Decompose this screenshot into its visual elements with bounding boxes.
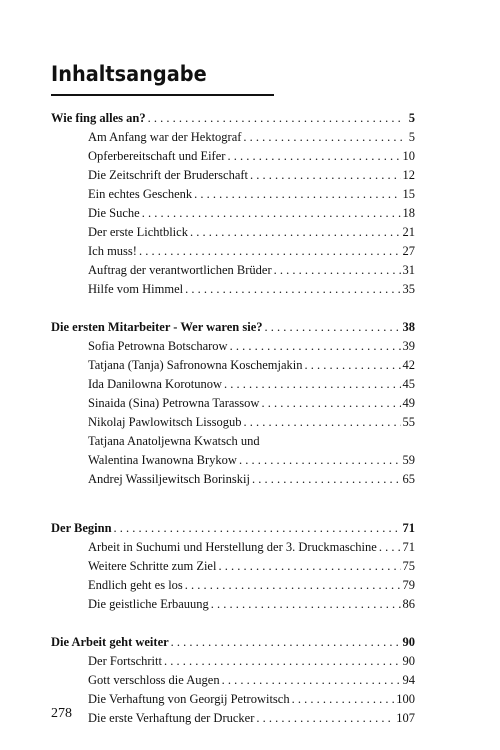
entry-page: 42	[402, 358, 415, 372]
dot-leader	[292, 690, 395, 709]
dot-leader	[379, 538, 401, 557]
entry-title: Andrej Wassiljewitsch Borinskij	[88, 472, 250, 486]
toc-entry	[51, 204, 415, 223]
entry-title: Hilfe vom Himmel	[88, 282, 184, 296]
dot-leader	[243, 413, 400, 432]
dot-leader	[185, 576, 401, 595]
toc-entry	[51, 166, 415, 185]
entry-title: Auftrag der verantwortlichen Brüder	[88, 263, 272, 277]
toc-entry	[51, 394, 415, 413]
dot-leader	[190, 223, 401, 242]
dot-leader	[164, 652, 401, 671]
dot-leader	[148, 109, 403, 128]
dot-leader	[274, 261, 401, 280]
entry-page: 75	[402, 559, 415, 573]
section-title: Der Beginn	[51, 521, 112, 535]
entry-title: Ich muss!	[88, 244, 137, 258]
entry-title: Der erste Lichtblick	[88, 225, 188, 239]
toc-entry	[51, 185, 415, 204]
entry-page: 49	[402, 396, 415, 410]
section-title: Die ersten Mitarbeiter - Wer waren sie?	[51, 320, 263, 334]
section-page: 90	[402, 635, 415, 649]
entry-title: Ida Danilowna Korotunow	[88, 377, 222, 391]
entry-title: Die Zeitschrift der Bruderschaft	[88, 168, 249, 182]
dot-leader	[256, 709, 394, 728]
toc-entry	[51, 356, 415, 375]
toc-entry	[51, 709, 415, 728]
toc-entry	[51, 375, 415, 394]
dot-leader	[194, 185, 400, 204]
entry-title: Sinaida (Sina) Petrowna Tarassow	[88, 396, 260, 410]
toc-section	[51, 109, 415, 128]
heading-underline	[51, 94, 274, 96]
page-heading: Inhaltsangabe	[51, 62, 207, 86]
entry-page: 65	[402, 472, 415, 486]
section-title: Wie fing alles an?	[51, 111, 146, 125]
entry-title: Sofia Petrowna Botscharow	[88, 339, 228, 353]
entry-title: Arbeit in Suchumi und Herstellung der 3. Druckmaschine	[88, 540, 377, 554]
dot-leader	[265, 318, 401, 337]
dot-leader	[250, 166, 400, 185]
toc-entry	[51, 557, 415, 576]
toc-entry	[51, 652, 415, 671]
entry-page: 86	[402, 597, 415, 611]
entry-page: 107	[396, 711, 415, 725]
section-page: 5	[408, 111, 415, 125]
toc-entry	[51, 147, 415, 166]
entry-page: 15	[402, 187, 415, 201]
entry-page: 94	[402, 673, 415, 687]
toc-entry-first-line	[51, 432, 415, 451]
toc-entry	[51, 242, 415, 261]
toc-entry	[51, 538, 415, 557]
entry-title: Nikolaj Pawlowitsch Lissogub	[88, 415, 242, 429]
entry-title-continuation: Walentina Iwanowna Brykow	[88, 453, 237, 467]
entry-page: 79	[402, 578, 415, 592]
page-number: 278	[51, 706, 72, 721]
dot-leader	[218, 557, 400, 576]
section-page: 71	[402, 521, 415, 535]
dot-leader	[252, 470, 401, 489]
entry-title: Weitere Schritte zum Ziel	[88, 559, 217, 573]
dot-leader	[185, 280, 400, 299]
section-spacer	[51, 299, 415, 318]
dot-leader	[139, 242, 401, 261]
entry-page: 21	[402, 225, 415, 239]
dot-leader	[211, 595, 401, 614]
entry-title: Der Fortschritt	[88, 654, 162, 668]
section-spacer	[51, 489, 415, 519]
dot-leader	[224, 375, 401, 394]
dot-leader	[243, 128, 403, 147]
entry-page: 39	[402, 339, 415, 353]
toc-entry	[51, 576, 415, 595]
section-title: Die Arbeit geht weiter	[51, 635, 169, 649]
entry-page: 35	[402, 282, 415, 296]
toc-entry	[51, 261, 415, 280]
entry-title: Gott verschloss die Augen	[88, 673, 220, 687]
toc-section	[51, 318, 415, 337]
dot-leader	[230, 337, 401, 356]
toc-entry	[51, 337, 415, 356]
entry-page: 10	[402, 149, 415, 163]
toc-section	[51, 633, 415, 652]
toc-entry	[51, 223, 415, 242]
dot-leader	[305, 356, 401, 375]
entry-page: 5	[408, 130, 415, 144]
dot-leader	[142, 204, 401, 223]
entry-title: Opferbereitschaft und Eifer	[88, 149, 226, 163]
dot-leader	[261, 394, 400, 413]
toc-entry	[51, 671, 415, 690]
entry-title: Die geistliche Erbauung	[88, 597, 209, 611]
entry-page: 55	[402, 415, 415, 429]
entry-page: 31	[402, 263, 415, 277]
toc-entry-continuation	[51, 451, 415, 470]
entry-page: 71	[402, 540, 415, 554]
entry-title: Die Verhaftung von Georgij Petrowitsch	[88, 692, 290, 706]
entry-title: Die Suche	[88, 206, 140, 220]
entry-page: 12	[402, 168, 415, 182]
entry-title: Am Anfang war der Hektograf	[88, 130, 242, 144]
dot-leader	[227, 147, 400, 166]
toc-entry	[51, 690, 415, 709]
toc-entry	[51, 128, 415, 147]
entry-page: 90	[402, 654, 415, 668]
entry-title: Tatjana Anatoljewna Kwatsch und	[88, 434, 260, 448]
entry-title: Die erste Verhaftung der Drucker	[88, 711, 255, 725]
entry-page: 18	[402, 206, 415, 220]
entry-page: 27	[402, 244, 415, 258]
toc-entry	[51, 595, 415, 614]
dot-leader	[171, 633, 401, 652]
entry-page: 59	[402, 453, 415, 467]
toc-section	[51, 519, 415, 538]
toc-entry	[51, 413, 415, 432]
dot-leader	[239, 451, 401, 470]
entry-title: Endlich geht es los	[88, 578, 183, 592]
toc-entry	[51, 280, 415, 299]
entry-title: Ein echtes Geschenk	[88, 187, 193, 201]
toc-entry	[51, 470, 415, 489]
table-of-contents	[51, 109, 415, 728]
section-spacer	[51, 614, 415, 633]
dot-leader	[114, 519, 401, 538]
entry-page: 45	[402, 377, 415, 391]
entry-page: 100	[396, 692, 415, 706]
dot-leader	[222, 671, 401, 690]
entry-title: Tatjana (Tanja) Safronowna Koschemjakin	[88, 358, 303, 372]
section-page: 38	[402, 320, 415, 334]
